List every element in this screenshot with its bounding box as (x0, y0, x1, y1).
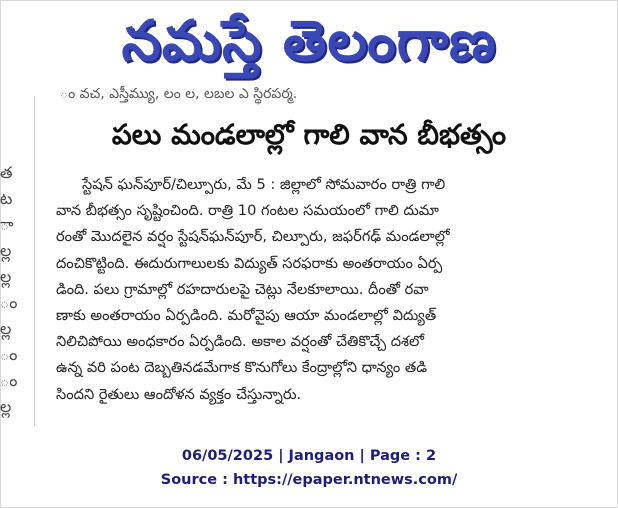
article-line: నిలిచిపోయి అంధకారం ఏర్పడింది. అకాల వర్షంతో చేతికొచ్చే దశలో (56, 333, 425, 351)
article-line: స్టేషన్ ఘన్‌పూర్/చిల్పూరు, మే 5 : జిల్లాలో సోమవారం రాత్రి గాలి (82, 176, 446, 193)
article-line: సిందని రైతులు ఆందోళన వ్యక్తం చేస్తున్నారు. (56, 385, 302, 403)
adjacent-glyph: ం (0, 293, 18, 312)
article-line: వాన బీభత్సం సృష్టించింది. రాత్రి 10 గంటల సమయంలో గాలి దుమా (56, 202, 439, 220)
adjacent-glyph: ల్ల (0, 319, 12, 338)
article-line: దంచికొట్టింది. ఈదురుగాలులకు విద్యుత్ సరఫరాకు అంతరాయం ఏర్ప (56, 254, 443, 272)
source-link[interactable]: Source : https://epaper.ntnews.com/ (160, 472, 458, 488)
column-divider (34, 96, 35, 426)
adjacent-glyph: ల్ల (0, 267, 12, 286)
article-line: డింది. పలు గ్రామాల్లో రహదారులపై చెట్లు నేలకూలాయి. దీంతో రవా (56, 280, 429, 298)
article-headline: పలు మండలాల్లో గాలి వాన బీభత్సం (111, 118, 507, 151)
article-line: ణాకు అంతరాయం ఏర్పడింది. మరోవైపు ఆయా మండలాల్లో విద్యుత్ (56, 307, 437, 325)
adjacent-glyph: ట (0, 189, 13, 208)
article-line: ఉన్న వరి పంట దెబ్బతినడమేగాక కొనుగోలు కేంద్రాల్లోని ధాన్యం తడి (56, 359, 428, 377)
adjacent-glyph: ల్ల (0, 241, 12, 260)
adjacent-glyph: ం (0, 371, 18, 390)
masthead (0, 0, 618, 84)
adjacent-glyph: త (0, 163, 13, 182)
clipping-footer (0, 444, 618, 492)
adjacent-glyph: ా (0, 215, 14, 234)
adjacent-glyph: ల్ల (0, 397, 12, 416)
article-line: రంతో మొదలైన వర్షం స్టేషన్‌ఘన్‌పూర్, చిల్పూరు, జఫర్‌గఢ్ మండలాల్లో (56, 228, 450, 246)
newspaper-logo: నమస్తే తెలంగాణ (121, 9, 497, 74)
article-body (56, 172, 568, 408)
cutoff-previous-text: ం వచ, ఎస్తీమ్యు, లం ల, లబల ఎ స్థిరపర్మ. (60, 86, 298, 102)
news-clipping (36, 88, 582, 418)
adjacent-column-strip (0, 160, 18, 430)
adjacent-glyph: ం (0, 345, 18, 364)
date-edition-page: 06/05/2025 | Jangaon | Page : 2 (181, 448, 437, 464)
